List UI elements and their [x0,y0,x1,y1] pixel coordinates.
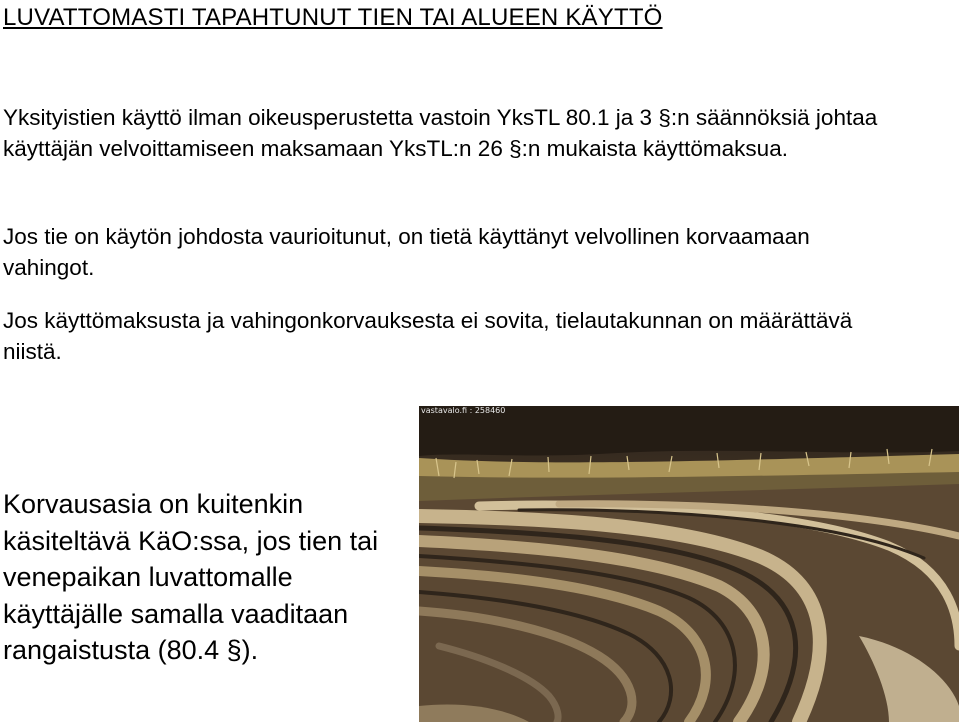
paragraph-damages: Jos tie on käytön johdosta vaurioitunut, on tietä käyttänyt velvollinen korvaamaan vahingot. [3,224,810,280]
paragraph-usage-fee: Yksityistien käyttö ilman oikeusperustetta vastoin YksTL 80.1 ja 3 §:n säännöksiä johtaa käyttäjän velvoittamiseen maksamaan YksTL:n 26 §:n mukaista käyttömaksua. [3,105,878,161]
paragraph-road-board: Jos käyttömaksusta ja vahingonkorvauksesta ei sovita, tielautakunnan on määrättävä niistä. [3,308,853,364]
page-title: LUVATTOMASTI TAPAHTUNUT TIEN TAI ALUEEN KÄYTTÖ [3,4,663,31]
muddy-tracks-photo [419,406,959,722]
side-note-court: Korvausasia on kuitenkin käsiteltävä KäO:ssa, jos tien tai venepaikan luvattomalle käyttäjälle samalla vaaditaan rangaistusta (80.4 §). [3,489,379,665]
photo-watermark: vastavalo.fi : 258460 [421,406,506,415]
muddy-tracks-illustration [419,406,959,722]
